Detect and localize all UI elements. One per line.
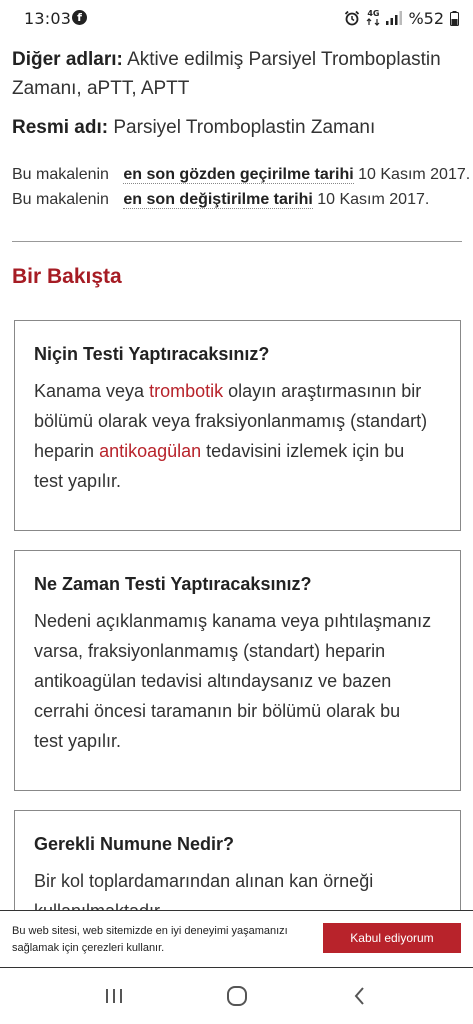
system-nav-bar	[0, 968, 473, 1024]
other-names-value-2: Zamanı, aPTT, APTT	[12, 78, 190, 99]
modified-date: 10 Kasım 2017.	[317, 191, 430, 208]
official-name-label: Resmi adı:	[12, 117, 109, 138]
card-line: test yapılır.	[34, 471, 122, 491]
card-line: Bir kol toplardamarından alınan kan örneği	[34, 871, 374, 891]
accept-cookies-button[interactable]: Kabul ediyorum	[323, 923, 461, 953]
modified-date-line	[12, 188, 429, 212]
status-bar	[0, 0, 473, 38]
other-names-cont	[12, 74, 189, 104]
card-when	[14, 550, 461, 791]
card-line: test yapılır.	[34, 731, 122, 751]
other-names-value-1: Aktive edilmiş Parsiyel Tromboplastin	[127, 49, 441, 70]
status-icons	[344, 8, 459, 28]
card-body	[34, 376, 439, 496]
network-type-icon: 4G	[366, 10, 380, 26]
card-line: bölümü olarak veya fraksiyonlanmamış (standart)	[34, 411, 428, 431]
status-time: 13:03	[24, 9, 72, 28]
card-line: Kanama veya trombotik olayın araştırmasının bir	[34, 381, 422, 401]
card-line: heparin antikoagülan tedavisini izlemek için bu	[34, 441, 405, 461]
section-title: Bir Bakışta	[12, 265, 122, 288]
card-title: Gerekli Numune Nedir?	[34, 834, 235, 854]
back-icon[interactable]	[348, 984, 372, 1008]
modified-prefix: Bu makalenin	[12, 191, 109, 208]
facebook-icon: f	[72, 10, 87, 25]
card-line: antikoagülan tedavisi altındaysanız ve bazen	[34, 671, 392, 691]
recent-apps-icon[interactable]	[102, 984, 126, 1008]
card-line: Nedeni açıklanmamış kanama veya pıhtılaşmanız	[34, 611, 432, 631]
antikoagulan-link[interactable]: antikoagülan	[99, 441, 202, 461]
cookie-banner	[0, 910, 473, 968]
modified-label[interactable]: en son değiştirilme tarihi	[123, 191, 313, 208]
card-title: Ne Zaman Testi Yaptıracaksınız?	[34, 574, 312, 594]
other-names	[12, 45, 441, 75]
divider	[12, 241, 462, 242]
official-name	[12, 113, 375, 143]
card-why	[14, 320, 461, 531]
home-icon[interactable]	[225, 984, 249, 1008]
review-prefix: Bu makalenin	[12, 166, 109, 183]
cookie-text: Bu web sitesi, web sitemizde en iyi deneyimi yaşamanızı sağlamak için çerezleri kullanır.	[12, 925, 288, 954]
card-title: Niçin Testi Yaptıracaksınız?	[34, 344, 270, 364]
other-names-label: Diğer adları:	[12, 49, 123, 70]
review-date-line	[12, 163, 470, 187]
reviewed-date: 10 Kasım 2017.	[358, 166, 471, 183]
card-line: cerrahi öncesi taramanın bir bölümü olarak bu	[34, 701, 401, 721]
alarm-icon	[344, 10, 360, 26]
card-body	[34, 606, 439, 756]
trombotik-link[interactable]: trombotik	[149, 381, 224, 401]
official-name-value: Parsiyel Tromboplastin Zamanı	[113, 117, 376, 138]
card-line: varsa, fraksiyonlanmamış (standart) heparin	[34, 641, 386, 661]
reviewed-label[interactable]: en son gözden geçirilme tarihi	[123, 166, 354, 183]
signal-icon	[386, 11, 402, 25]
battery-icon	[450, 11, 459, 26]
battery-percent: %52	[408, 8, 444, 28]
